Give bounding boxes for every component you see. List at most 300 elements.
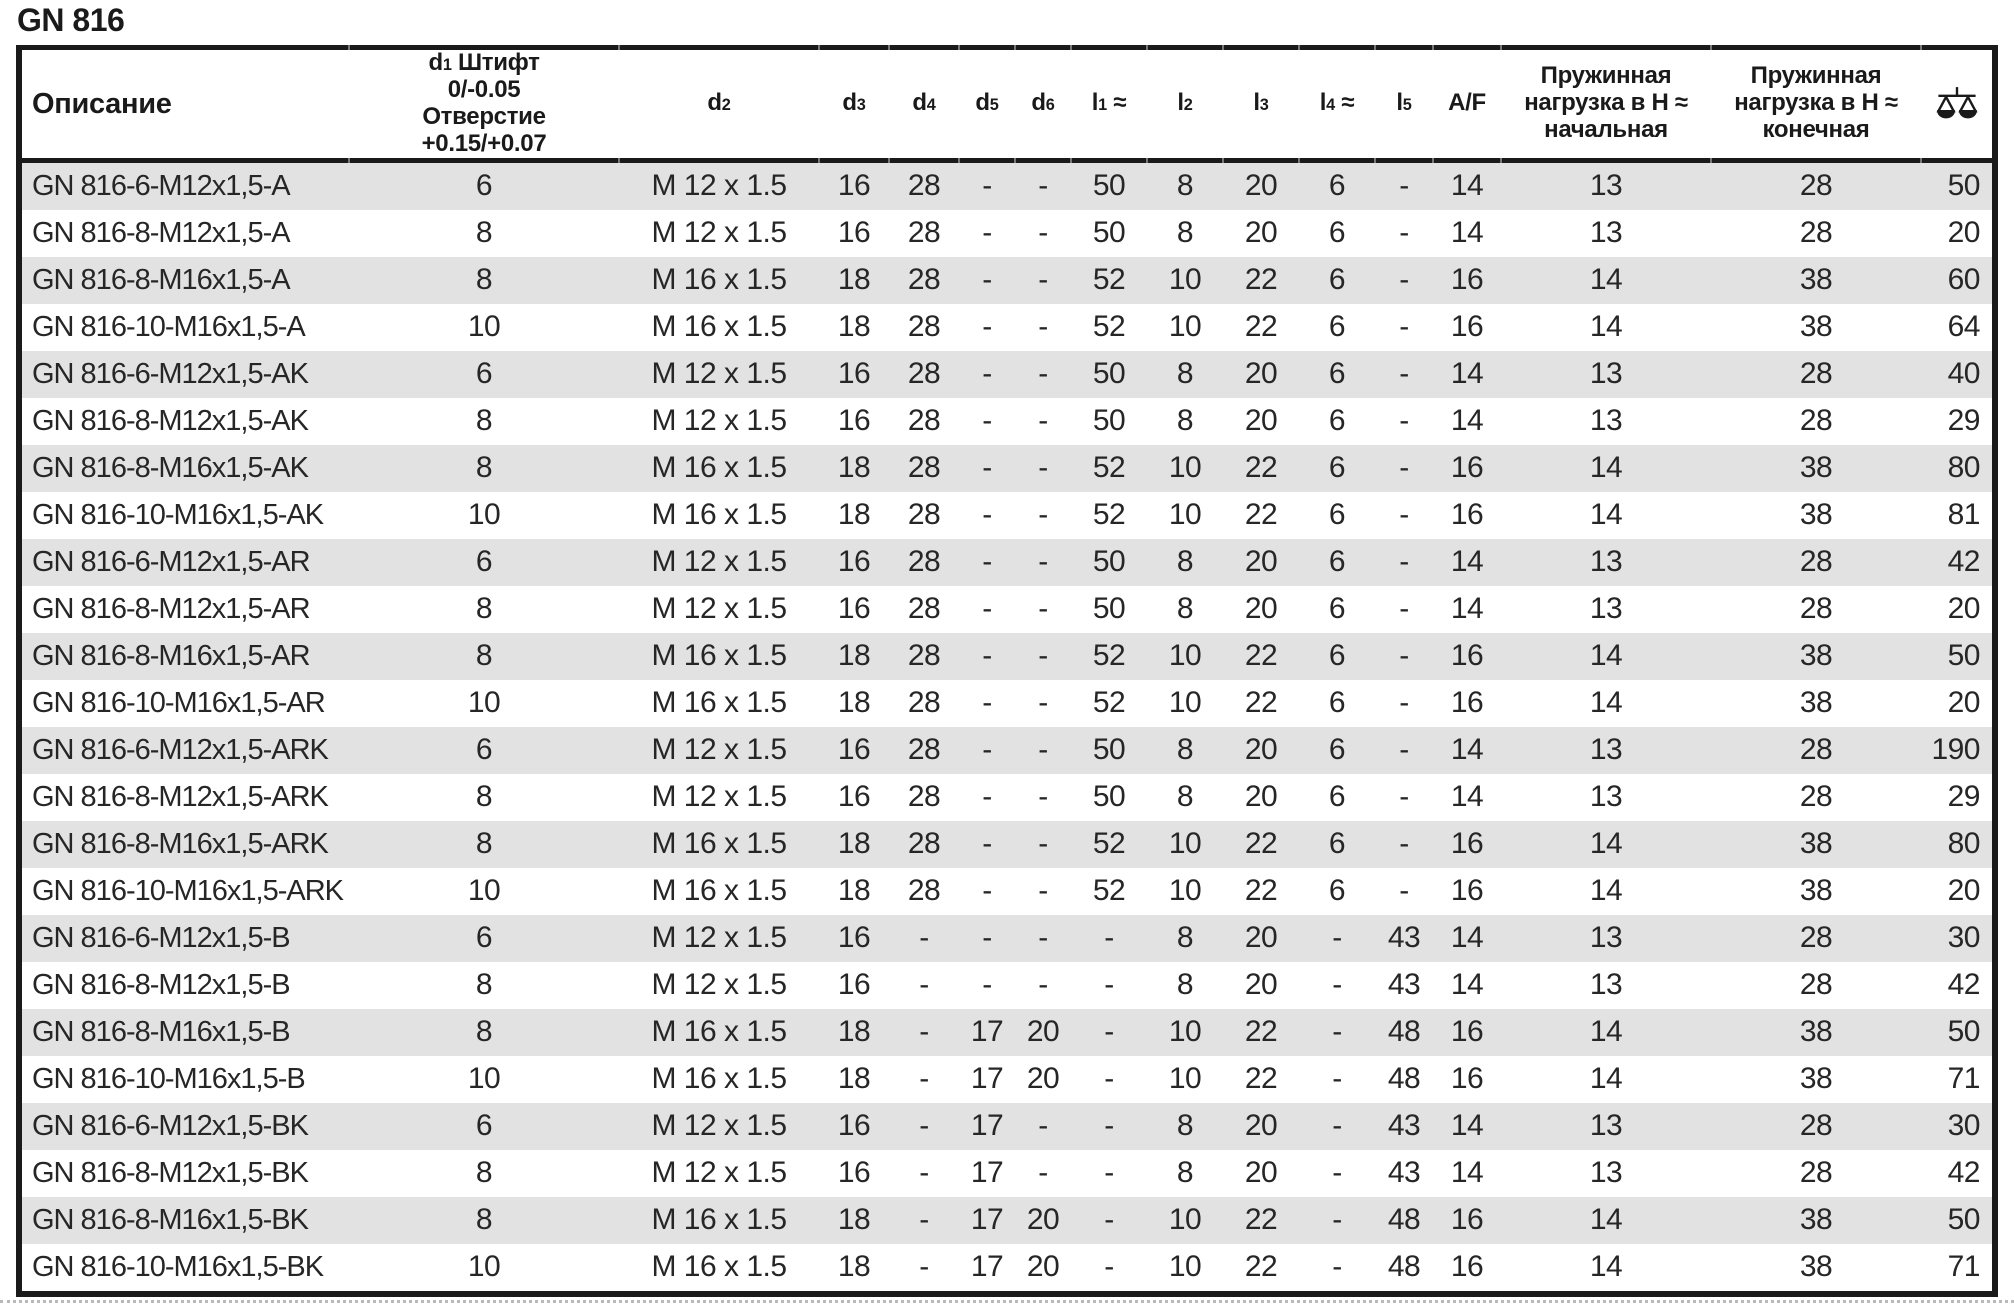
cell-af: 16 — [1450, 686, 1484, 719]
cell-desc: GN 816-6-M12x1,5-A — [32, 169, 290, 202]
cell-l4: 6 — [1328, 357, 1346, 390]
cell-load_initial: 13 — [1589, 592, 1623, 625]
cell-l2: 10 — [1168, 1203, 1202, 1236]
cell-load_initial: 13 — [1589, 733, 1623, 766]
cell-d5: - — [982, 921, 992, 954]
cell-d5: 17 — [970, 1203, 1004, 1236]
cell-d4: 28 — [907, 874, 941, 907]
col-header-load_initial: Пружинная нагрузка в H ≈ начальная — [1501, 48, 1711, 161]
cell-d1: 8 — [475, 451, 493, 484]
cell-d1: 8 — [475, 1156, 493, 1189]
cell-l2: 10 — [1168, 1062, 1202, 1095]
cell-d4: - — [919, 1015, 929, 1048]
cell-l5: - — [1399, 874, 1409, 907]
cell-l1: - — [1104, 1109, 1114, 1142]
cell-d2: M 12 x 1.5 — [651, 357, 787, 390]
cell-l3: 22 — [1244, 1203, 1278, 1236]
cell-l3: 22 — [1244, 827, 1278, 860]
cell-d3: 18 — [837, 1062, 871, 1095]
cell-weight: 190 — [1931, 733, 1980, 766]
cell-load_initial: 13 — [1589, 357, 1623, 390]
cell-d6: - — [1038, 968, 1048, 1001]
cell-l2: 8 — [1176, 1109, 1194, 1142]
cell-d1: 10 — [467, 498, 501, 531]
cell-d2: M 16 x 1.5 — [651, 1203, 787, 1236]
col-header-desc: Описание — [19, 48, 349, 161]
cell-load_initial: 13 — [1589, 1109, 1623, 1142]
cell-weight: 71 — [1947, 1062, 1980, 1095]
cell-load_final: 38 — [1799, 1250, 1833, 1283]
cell-l5: - — [1399, 592, 1409, 625]
cell-load_final: 38 — [1799, 498, 1833, 531]
cell-l4: 6 — [1328, 263, 1346, 296]
cell-l2: 8 — [1176, 404, 1194, 437]
cell-load_initial: 13 — [1589, 169, 1623, 202]
cell-l4: 6 — [1328, 404, 1346, 437]
cell-l2: 10 — [1168, 263, 1202, 296]
col-header-d1: d1 Штифт 0/-0.05 Отверстие +0.15/+0.07 — [349, 48, 619, 161]
cell-d1: 6 — [475, 357, 493, 390]
cell-l2: 10 — [1168, 874, 1202, 907]
cell-l4: 6 — [1328, 639, 1346, 672]
cell-af: 14 — [1450, 545, 1484, 578]
cell-l2: 8 — [1176, 357, 1194, 390]
cell-l3: 22 — [1244, 263, 1278, 296]
cell-weight: 20 — [1947, 592, 1980, 625]
table-row — [19, 351, 1995, 398]
cell-d4: - — [919, 921, 929, 954]
cell-d3: 16 — [837, 592, 871, 625]
cell-d5: - — [982, 639, 992, 672]
table-row — [19, 1103, 1995, 1150]
cell-d3: 16 — [837, 357, 871, 390]
cell-desc: GN 816-10-M16x1,5-AK — [32, 498, 324, 531]
col-header-d4: d4 — [889, 48, 959, 161]
cell-af: 16 — [1450, 451, 1484, 484]
cell-desc: GN 816-6-M12x1,5-ARK — [32, 733, 328, 766]
cell-l1: - — [1104, 1156, 1114, 1189]
cell-load_final: 28 — [1799, 968, 1833, 1001]
cell-l5: - — [1399, 827, 1409, 860]
cell-load_initial: 14 — [1589, 1250, 1623, 1283]
cell-desc: GN 816-8-M16x1,5-B — [32, 1015, 290, 1048]
cell-d6: - — [1038, 592, 1048, 625]
cell-l5: 48 — [1387, 1015, 1421, 1048]
cell-d5: - — [982, 827, 992, 860]
cell-l1: 52 — [1092, 263, 1126, 296]
cell-l2: 10 — [1168, 498, 1202, 531]
table-row — [19, 445, 1995, 492]
cell-l4: - — [1332, 1156, 1342, 1189]
cell-desc: GN 816-8-M12x1,5-BK — [32, 1156, 308, 1189]
table-row — [19, 868, 1995, 915]
cell-weight: 42 — [1947, 1156, 1980, 1189]
cell-weight: 64 — [1947, 310, 1980, 343]
cell-load_initial: 13 — [1589, 404, 1623, 437]
cell-l2: 8 — [1176, 545, 1194, 578]
cell-d4: 28 — [907, 498, 941, 531]
cell-af: 16 — [1450, 310, 1484, 343]
cell-l2: 8 — [1176, 216, 1194, 249]
table-header — [19, 48, 1995, 161]
cell-d4: - — [919, 1156, 929, 1189]
cell-d4: 28 — [907, 216, 941, 249]
cell-weight: 71 — [1947, 1250, 1980, 1283]
cell-d3: 18 — [837, 1250, 871, 1283]
cell-d6: - — [1038, 780, 1048, 813]
cell-d4: 28 — [907, 780, 941, 813]
cell-d4: 28 — [907, 686, 941, 719]
cell-l3: 22 — [1244, 1250, 1278, 1283]
cell-load_final: 38 — [1799, 639, 1833, 672]
cell-l3: 20 — [1244, 404, 1278, 437]
cell-af: 14 — [1450, 733, 1484, 766]
cell-l5: - — [1399, 169, 1409, 202]
cell-load_initial: 14 — [1589, 498, 1623, 531]
col-header-d3: d3 — [819, 48, 889, 161]
col-header-l1: l1 ≈ — [1071, 48, 1147, 161]
cell-d5: - — [982, 216, 992, 249]
cell-l2: 8 — [1176, 921, 1194, 954]
cell-d5: - — [982, 780, 992, 813]
cell-d1: 8 — [475, 827, 493, 860]
cell-l1: - — [1104, 1015, 1114, 1048]
cell-l5: 43 — [1387, 968, 1421, 1001]
cell-af: 16 — [1450, 498, 1484, 531]
cell-weight: 60 — [1947, 263, 1980, 296]
col-header-d2: d2 — [619, 48, 819, 161]
cell-d3: 18 — [837, 874, 871, 907]
cell-l3: 22 — [1244, 874, 1278, 907]
cell-d6: - — [1038, 1156, 1048, 1189]
cell-l3: 20 — [1244, 968, 1278, 1001]
cell-d4: 28 — [907, 639, 941, 672]
cell-l5: 43 — [1387, 921, 1421, 954]
cell-l5: 43 — [1387, 1156, 1421, 1189]
cell-d4: 28 — [907, 733, 941, 766]
cell-d5: - — [982, 874, 992, 907]
cell-load_initial: 13 — [1589, 921, 1623, 954]
cell-weight: 80 — [1947, 827, 1980, 860]
cell-d3: 16 — [837, 404, 871, 437]
cell-load_initial: 13 — [1589, 1156, 1623, 1189]
cell-l3: 22 — [1244, 1015, 1278, 1048]
cell-d2: M 12 x 1.5 — [651, 545, 787, 578]
cell-d3: 18 — [837, 686, 871, 719]
cell-d4: 28 — [907, 545, 941, 578]
cell-l3: 20 — [1244, 1109, 1278, 1142]
cell-desc: GN 816-6-M12x1,5-AK — [32, 357, 308, 390]
cell-l4: 6 — [1328, 686, 1346, 719]
cell-d1: 6 — [475, 169, 493, 202]
cell-load_initial: 14 — [1589, 1062, 1623, 1095]
col-header-l4: l4 ≈ — [1299, 48, 1375, 161]
cell-d3: 16 — [837, 733, 871, 766]
col-header-l3: l3 — [1223, 48, 1299, 161]
cell-d6: - — [1038, 357, 1048, 390]
cell-l5: - — [1399, 498, 1409, 531]
cell-l5: 43 — [1387, 1109, 1421, 1142]
cell-d5: - — [982, 686, 992, 719]
cell-l1: 50 — [1092, 592, 1126, 625]
cell-af: 14 — [1450, 968, 1484, 1001]
cell-d6: - — [1038, 263, 1048, 296]
cell-l2: 10 — [1168, 451, 1202, 484]
cell-weight: 81 — [1947, 498, 1980, 531]
cell-l1: 50 — [1092, 404, 1126, 437]
cell-weight: 50 — [1947, 1015, 1980, 1048]
cell-l5: 48 — [1387, 1062, 1421, 1095]
cell-load_initial: 14 — [1589, 1015, 1623, 1048]
cell-af: 16 — [1450, 1203, 1484, 1236]
cell-d4: 28 — [907, 310, 941, 343]
cell-l1: 52 — [1092, 451, 1126, 484]
cell-desc: GN 816-6-M12x1,5-B — [32, 921, 290, 954]
col-header-weight — [1921, 48, 1995, 161]
cell-l2: 8 — [1176, 169, 1194, 202]
cell-d6: - — [1038, 498, 1048, 531]
table-row — [19, 915, 1995, 962]
cell-l4: 6 — [1328, 827, 1346, 860]
cell-weight: 42 — [1947, 545, 1980, 578]
cell-load_final: 28 — [1799, 545, 1833, 578]
cell-l2: 8 — [1176, 780, 1194, 813]
cell-weight: 30 — [1947, 921, 1980, 954]
page-bottom-dotted-rule — [0, 1300, 2014, 1303]
cell-l5: - — [1399, 357, 1409, 390]
cell-d6: - — [1038, 827, 1048, 860]
cell-d1: 10 — [467, 1250, 501, 1283]
cell-d5: - — [982, 968, 992, 1001]
col-header-d5: d5 — [959, 48, 1015, 161]
cell-load_final: 38 — [1799, 686, 1833, 719]
cell-l1: 50 — [1092, 357, 1126, 390]
cell-l2: 10 — [1168, 310, 1202, 343]
cell-load_final: 38 — [1799, 263, 1833, 296]
cell-d3: 16 — [837, 1156, 871, 1189]
table-header-row — [19, 48, 1995, 161]
table-row — [19, 633, 1995, 680]
cell-load_final: 28 — [1799, 1156, 1833, 1189]
cell-d1: 8 — [475, 639, 493, 672]
cell-d1: 10 — [467, 874, 501, 907]
col-header-load_final: Пружинная нагрузка в H ≈ конечная — [1711, 48, 1921, 161]
cell-desc: GN 816-8-M16x1,5-A — [32, 263, 290, 296]
cell-l1: - — [1104, 1250, 1114, 1283]
cell-l4: 6 — [1328, 216, 1346, 249]
cell-d1: 8 — [475, 780, 493, 813]
cell-l1: - — [1104, 1203, 1114, 1236]
table-row — [19, 1244, 1995, 1294]
cell-weight: 42 — [1947, 968, 1980, 1001]
cell-d4: 28 — [907, 404, 941, 437]
cell-d5: - — [982, 404, 992, 437]
cell-d4: 28 — [907, 827, 941, 860]
cell-load_final: 28 — [1799, 733, 1833, 766]
cell-l1: 52 — [1092, 498, 1126, 531]
cell-load_initial: 14 — [1589, 310, 1623, 343]
cell-weight: 40 — [1947, 357, 1980, 390]
cell-load_final: 38 — [1799, 874, 1833, 907]
cell-l1: 50 — [1092, 169, 1126, 202]
cell-l4: 6 — [1328, 498, 1346, 531]
table-row — [19, 962, 1995, 1009]
cell-l5: - — [1399, 263, 1409, 296]
cell-desc: GN 816-8-M12x1,5-B — [32, 968, 290, 1001]
cell-d6: - — [1038, 921, 1048, 954]
cell-d4: - — [919, 1062, 929, 1095]
cell-l4: - — [1332, 1203, 1342, 1236]
cell-load_initial: 13 — [1589, 968, 1623, 1001]
table-row — [19, 492, 1995, 539]
cell-l1: 52 — [1092, 310, 1126, 343]
cell-d1: 8 — [475, 1203, 493, 1236]
cell-d4: - — [919, 968, 929, 1001]
cell-weight: 29 — [1947, 780, 1980, 813]
cell-d2: M 16 x 1.5 — [651, 874, 787, 907]
cell-af: 16 — [1450, 1250, 1484, 1283]
cell-load_initial: 13 — [1589, 545, 1623, 578]
cell-d1: 8 — [475, 263, 493, 296]
cell-desc: GN 816-8-M12x1,5-A — [32, 216, 290, 249]
page-title: GN 816 — [17, 2, 125, 38]
cell-desc: GN 816-8-M12x1,5-ARK — [32, 780, 328, 813]
cell-l2: 8 — [1176, 968, 1194, 1001]
cell-l2: 8 — [1176, 1156, 1194, 1189]
cell-l5: 48 — [1387, 1250, 1421, 1283]
cell-l4: 6 — [1328, 733, 1346, 766]
cell-d1: 8 — [475, 404, 493, 437]
table-row — [19, 210, 1995, 257]
cell-d5: - — [982, 545, 992, 578]
cell-load_initial: 14 — [1589, 451, 1623, 484]
cell-l1: - — [1104, 921, 1114, 954]
table-row — [19, 1150, 1995, 1197]
cell-d3: 18 — [837, 1203, 871, 1236]
cell-l4: 6 — [1328, 451, 1346, 484]
cell-l2: 8 — [1176, 733, 1194, 766]
table-row — [19, 680, 1995, 727]
cell-d5: - — [982, 498, 992, 531]
table-row — [19, 160, 1995, 210]
cell-d1: 8 — [475, 592, 493, 625]
cell-load_initial: 14 — [1589, 827, 1623, 860]
cell-d4: 28 — [907, 357, 941, 390]
cell-d4: - — [919, 1250, 929, 1283]
cell-d4: - — [919, 1109, 929, 1142]
cell-d2: M 16 x 1.5 — [651, 1062, 787, 1095]
scale-icon — [1935, 86, 1979, 121]
cell-d2: M 12 x 1.5 — [651, 921, 787, 954]
cell-l4: - — [1332, 921, 1342, 954]
cell-d4: - — [919, 1203, 929, 1236]
cell-d3: 16 — [837, 780, 871, 813]
cell-af: 16 — [1450, 874, 1484, 907]
cell-d1: 10 — [467, 310, 501, 343]
cell-af: 14 — [1450, 404, 1484, 437]
cell-l1: 52 — [1092, 686, 1126, 719]
cell-d2: M 16 x 1.5 — [651, 498, 787, 531]
cell-l4: 6 — [1328, 310, 1346, 343]
cell-d5: - — [982, 592, 992, 625]
cell-l3: 22 — [1244, 686, 1278, 719]
cell-d2: M 12 x 1.5 — [651, 968, 787, 1001]
cell-d2: M 16 x 1.5 — [651, 639, 787, 672]
table-row — [19, 1197, 1995, 1244]
cell-load_final: 28 — [1799, 780, 1833, 813]
cell-l2: 10 — [1168, 827, 1202, 860]
cell-weight: 20 — [1947, 874, 1980, 907]
cell-d4: 28 — [907, 169, 941, 202]
cell-l2: 10 — [1168, 639, 1202, 672]
cell-l3: 20 — [1244, 357, 1278, 390]
cell-af: 16 — [1450, 263, 1484, 296]
spec-table — [16, 45, 1998, 1297]
cell-desc: GN 816-10-M16x1,5-AR — [32, 686, 325, 719]
cell-l4: - — [1332, 1062, 1342, 1095]
cell-d2: M 16 x 1.5 — [651, 310, 787, 343]
cell-d6: - — [1038, 639, 1048, 672]
cell-l3: 20 — [1244, 780, 1278, 813]
cell-l3: 20 — [1244, 169, 1278, 202]
cell-load_initial: 13 — [1589, 780, 1623, 813]
cell-d2: M 12 x 1.5 — [651, 404, 787, 437]
cell-weight: 50 — [1947, 1203, 1980, 1236]
cell-l1: 50 — [1092, 216, 1126, 249]
cell-weight: 29 — [1947, 404, 1980, 437]
cell-d2: M 12 x 1.5 — [651, 733, 787, 766]
cell-l2: 10 — [1168, 1250, 1202, 1283]
cell-af: 14 — [1450, 592, 1484, 625]
cell-l1: 50 — [1092, 780, 1126, 813]
cell-l4: 6 — [1328, 874, 1346, 907]
table-body — [19, 160, 1995, 1294]
table-row — [19, 727, 1995, 774]
table-row — [19, 586, 1995, 633]
cell-d5: - — [982, 451, 992, 484]
cell-l5: - — [1399, 780, 1409, 813]
cell-d3: 18 — [837, 827, 871, 860]
cell-af: 16 — [1450, 1062, 1484, 1095]
cell-desc: GN 816-8-M12x1,5-AR — [32, 592, 310, 625]
cell-l5: - — [1399, 451, 1409, 484]
cell-l5: - — [1399, 545, 1409, 578]
cell-l3: 20 — [1244, 545, 1278, 578]
col-header-d6: d6 — [1015, 48, 1071, 161]
table-row — [19, 539, 1995, 586]
cell-desc: GN 816-8-M16x1,5-BK — [32, 1203, 308, 1236]
cell-d6: - — [1038, 216, 1048, 249]
cell-af: 14 — [1450, 1156, 1484, 1189]
cell-d2: M 16 x 1.5 — [651, 827, 787, 860]
cell-d3: 18 — [837, 639, 871, 672]
cell-d6: - — [1038, 874, 1048, 907]
cell-d2: M 16 x 1.5 — [651, 1250, 787, 1283]
cell-d5: 17 — [970, 1015, 1004, 1048]
cell-desc: GN 816-8-M16x1,5-AK — [32, 451, 308, 484]
cell-load_final: 38 — [1799, 1015, 1833, 1048]
cell-l4: - — [1332, 968, 1342, 1001]
cell-load_initial: 14 — [1589, 686, 1623, 719]
cell-d6: - — [1038, 310, 1048, 343]
cell-weight: 50 — [1947, 639, 1980, 672]
cell-af: 14 — [1450, 357, 1484, 390]
cell-d4: 28 — [907, 263, 941, 296]
cell-desc: GN 816-6-M12x1,5-AR — [32, 545, 310, 578]
col-header-af: A/F — [1433, 48, 1501, 161]
col-header-l5: l5 — [1375, 48, 1433, 161]
cell-load_final: 28 — [1799, 216, 1833, 249]
